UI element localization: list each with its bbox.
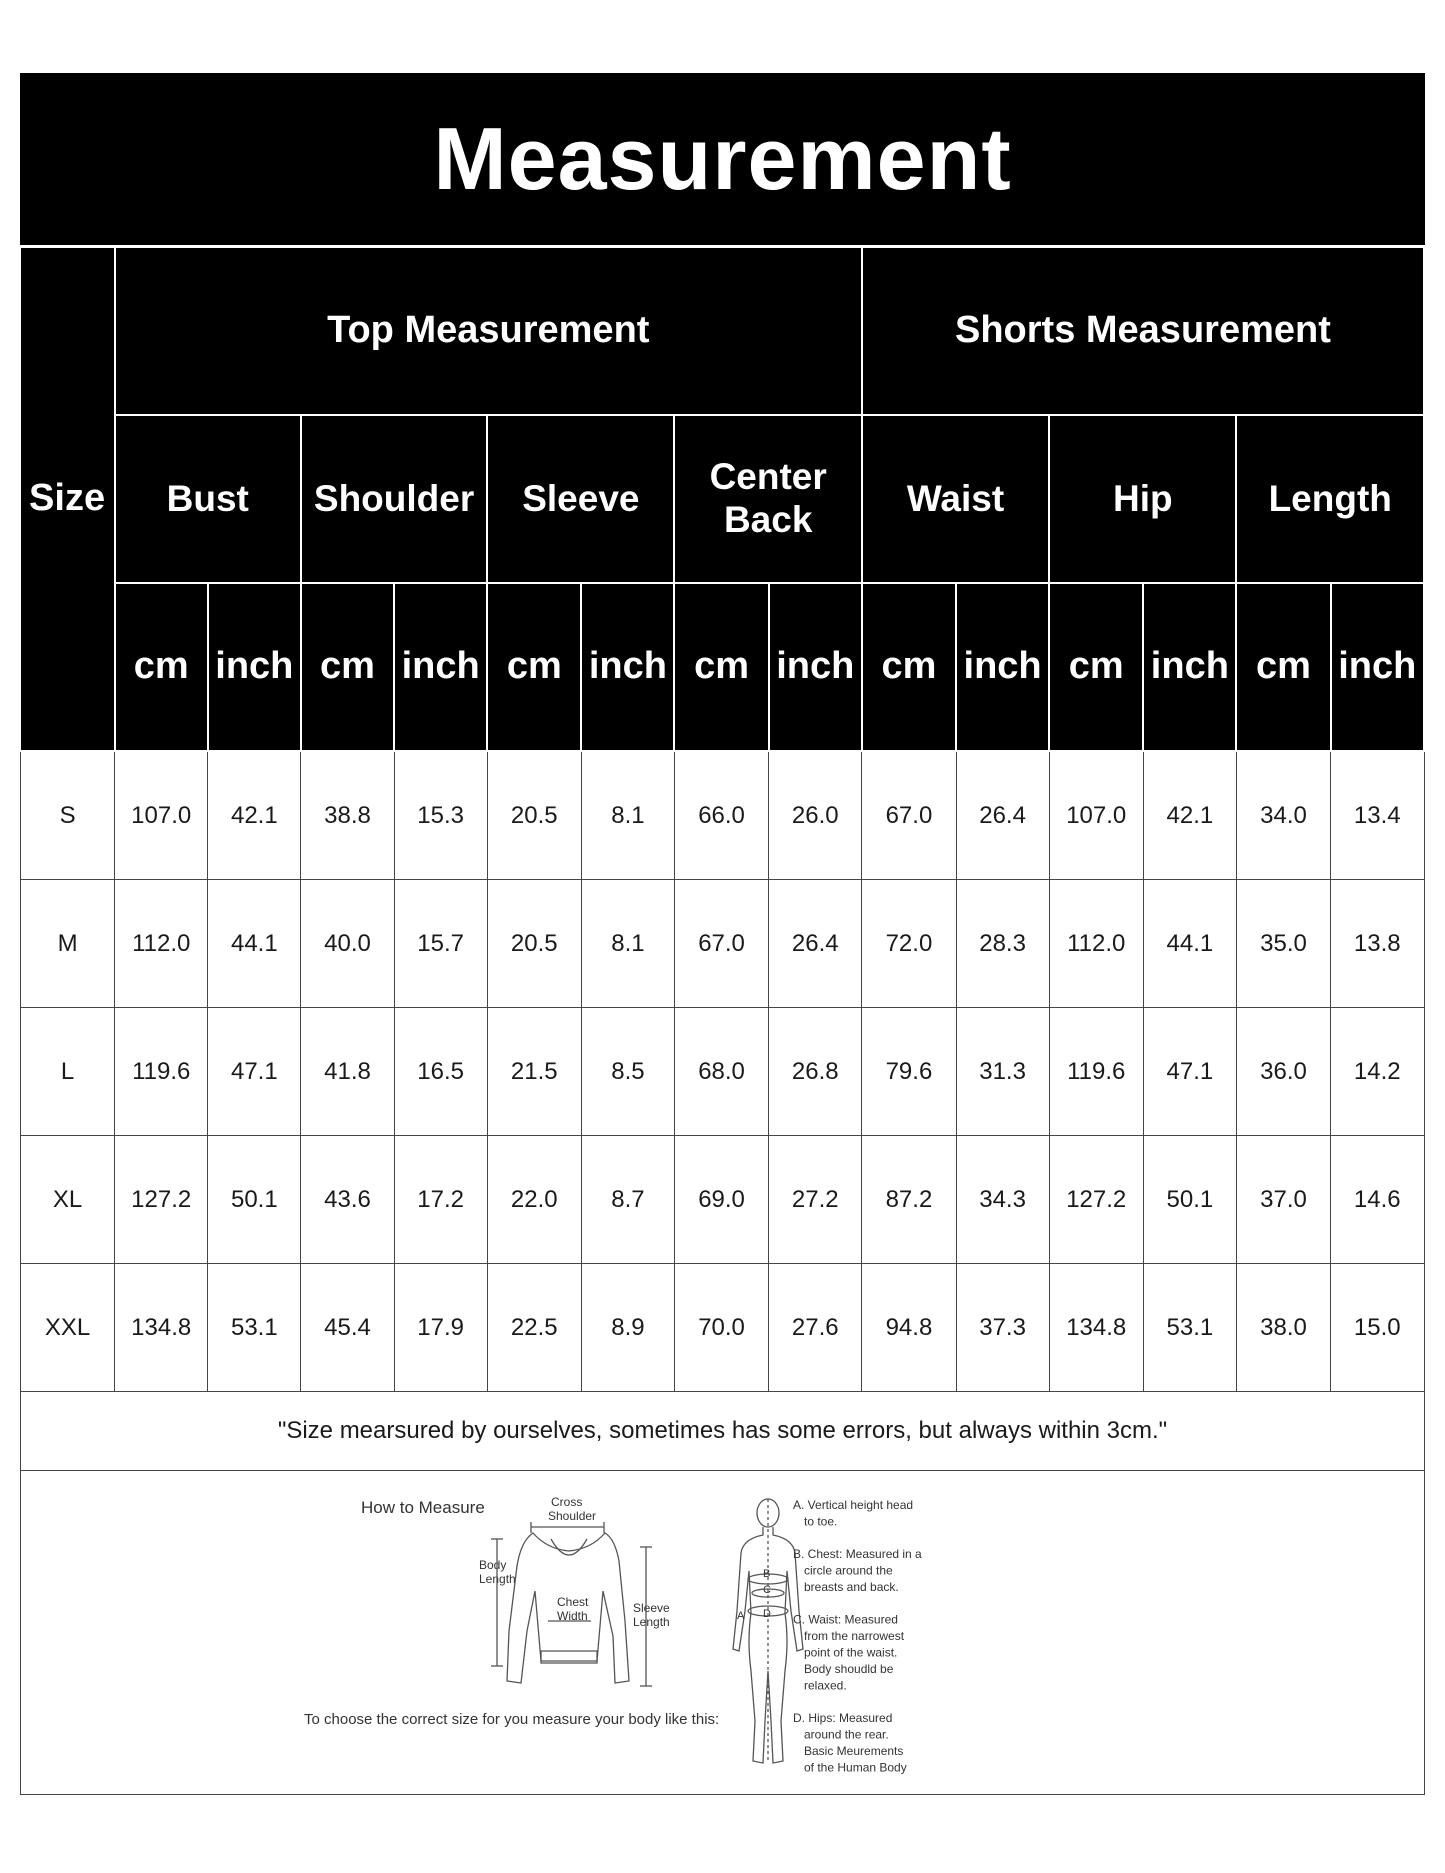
value-cell: 112.0 — [115, 880, 208, 1008]
unit-header-cm: cm — [1236, 583, 1330, 751]
value-cell: 37.0 — [1236, 1136, 1330, 1264]
value-cell: 50.1 — [208, 1136, 301, 1264]
table-row — [21, 1136, 1425, 1264]
how-to-measure-guide — [20, 1471, 1425, 1795]
value-cell: 8.1 — [581, 751, 674, 880]
value-cell: 70.0 — [674, 1264, 768, 1392]
unit-header-cm: cm — [674, 583, 768, 751]
value-cell: 127.2 — [115, 1136, 208, 1264]
value-cell: 8.9 — [581, 1264, 674, 1392]
value-cell: 21.5 — [487, 1008, 581, 1136]
body-note-line: C. Waist: Measured — [793, 1612, 898, 1627]
metric-header-hip: Hip — [1049, 415, 1236, 583]
value-cell: 15.3 — [394, 751, 487, 880]
unit-header-inch: inch — [208, 583, 301, 751]
size-cell: XL — [21, 1136, 115, 1264]
value-cell: 134.8 — [1049, 1264, 1143, 1392]
body-measure-notes — [793, 1498, 922, 1775]
table-row — [21, 1264, 1425, 1392]
metric-header-waist: Waist — [862, 415, 1049, 583]
size-cell: L — [21, 1008, 115, 1136]
value-cell: 36.0 — [1236, 1008, 1330, 1136]
size-cell: S — [21, 751, 115, 880]
value-cell: 13.8 — [1331, 880, 1424, 1008]
value-cell: 107.0 — [1049, 751, 1143, 880]
body-note-line: A. Vertical height head — [793, 1498, 914, 1512]
body-length-label-line2: Length — [479, 1572, 516, 1586]
body-note-line: Body shoudld be — [804, 1662, 894, 1676]
body-note-line: circle around the — [804, 1563, 893, 1578]
value-cell: 26.0 — [769, 751, 862, 880]
value-cell: 44.1 — [208, 880, 301, 1008]
value-cell: 20.5 — [487, 880, 581, 1008]
chest-width-label-line2: Width — [557, 1609, 588, 1623]
value-cell: 107.0 — [115, 751, 208, 880]
value-cell: 14.2 — [1331, 1008, 1424, 1136]
value-cell: 67.0 — [674, 880, 768, 1008]
figure-letter-a: A — [737, 1610, 745, 1622]
figure-letter-b: B — [763, 1568, 771, 1580]
table-row — [21, 880, 1425, 1008]
value-cell: 66.0 — [674, 751, 768, 880]
value-cell: 47.1 — [208, 1008, 301, 1136]
figure-letter-c: C — [763, 1584, 771, 1596]
metric-header-bust: Bust — [115, 415, 301, 583]
unit-header-inch: inch — [956, 583, 1049, 751]
value-cell: 44.1 — [1143, 880, 1236, 1008]
value-cell: 53.1 — [1143, 1264, 1236, 1392]
body-note-line: B. Chest: Measured in a — [793, 1547, 922, 1561]
value-cell: 45.4 — [301, 1264, 394, 1392]
sleeve-length-label-line1: Sleeve — [633, 1601, 670, 1615]
value-cell: 42.1 — [1143, 751, 1236, 880]
unit-header-inch: inch — [1143, 583, 1236, 751]
value-cell: 53.1 — [208, 1264, 301, 1392]
cross-shoulder-label-line1: Cross — [551, 1495, 583, 1509]
body-note-line: from the narrowest — [804, 1629, 905, 1643]
value-cell: 8.1 — [581, 880, 674, 1008]
value-cell: 134.8 — [115, 1264, 208, 1392]
value-cell: 27.2 — [769, 1136, 862, 1264]
body-note-line: around the rear. — [804, 1727, 889, 1742]
chest-width-label-line1: Chest — [557, 1595, 589, 1609]
value-cell: 47.1 — [1143, 1008, 1236, 1136]
value-cell: 8.7 — [581, 1136, 674, 1264]
value-cell: 41.8 — [301, 1008, 394, 1136]
value-cell: 67.0 — [862, 751, 956, 880]
value-cell: 34.3 — [956, 1136, 1049, 1264]
metric-header-shoulder: Shoulder — [301, 415, 487, 583]
guide-heading: How to Measure — [361, 1498, 485, 1517]
body-note-line: Basic Meurements — [804, 1744, 904, 1758]
value-cell: 27.6 — [769, 1264, 862, 1392]
page-title: Measurement — [433, 109, 1012, 208]
body-note-line: relaxed. — [804, 1678, 847, 1693]
value-cell: 50.1 — [1143, 1136, 1236, 1264]
cross-shoulder-label-line2: Shoulder — [548, 1509, 597, 1523]
measurement-table — [20, 245, 1425, 1392]
value-cell: 13.4 — [1331, 751, 1424, 880]
size-cell: M — [21, 880, 115, 1008]
unit-header-cm: cm — [301, 583, 394, 751]
unit-header-inch: inch — [394, 583, 487, 751]
value-cell: 15.0 — [1331, 1264, 1424, 1392]
measurement-note: "Size mearsured by ourselves, sometimes has some errors, but always within 3cm." — [20, 1392, 1425, 1471]
value-cell: 69.0 — [674, 1136, 768, 1264]
top-measurement-header: Top Measurement — [115, 247, 862, 416]
table-row — [21, 1008, 1425, 1136]
unit-header-inch: inch — [769, 583, 862, 751]
table-row — [21, 751, 1425, 880]
unit-header-inch: inch — [581, 583, 674, 751]
value-cell: 38.8 — [301, 751, 394, 880]
value-cell: 127.2 — [1049, 1136, 1143, 1264]
value-cell: 72.0 — [862, 880, 956, 1008]
body-note-line: breasts and back. — [804, 1580, 899, 1594]
value-cell: 26.4 — [956, 751, 1049, 880]
value-cell: 26.4 — [769, 880, 862, 1008]
sleeve-length-label-line2: Length — [633, 1615, 670, 1629]
unit-header-cm: cm — [862, 583, 956, 751]
unit-header-cm: cm — [1049, 583, 1143, 751]
value-cell: 37.3 — [956, 1264, 1049, 1392]
value-cell: 38.0 — [1236, 1264, 1330, 1392]
value-cell: 28.3 — [956, 880, 1049, 1008]
value-cell: 68.0 — [674, 1008, 768, 1136]
unit-header-cm: cm — [115, 583, 208, 751]
value-cell: 8.5 — [581, 1008, 674, 1136]
metric-header-center-back: Center Back — [674, 415, 861, 583]
value-cell: 22.5 — [487, 1264, 581, 1392]
body-length-label-line1: Body — [479, 1558, 507, 1572]
value-cell: 40.0 — [301, 880, 394, 1008]
size-column-header: Size — [21, 247, 115, 752]
value-cell: 94.8 — [862, 1264, 956, 1392]
size-chart-sheet — [20, 73, 1425, 1795]
value-cell: 17.9 — [394, 1264, 487, 1392]
value-cell: 17.2 — [394, 1136, 487, 1264]
value-cell: 112.0 — [1049, 880, 1143, 1008]
unit-header-cm: cm — [487, 583, 581, 751]
value-cell: 14.6 — [1331, 1136, 1424, 1264]
value-cell: 16.5 — [394, 1008, 487, 1136]
body-note-line: D. Hips: Measured — [793, 1711, 893, 1725]
value-cell: 87.2 — [862, 1136, 956, 1264]
value-cell: 26.8 — [769, 1008, 862, 1136]
unit-header-inch: inch — [1331, 583, 1424, 751]
body-note-line: point of the waist. — [804, 1645, 898, 1660]
value-cell: 31.3 — [956, 1008, 1049, 1136]
value-cell: 43.6 — [301, 1136, 394, 1264]
value-cell: 22.0 — [487, 1136, 581, 1264]
metric-header-sleeve: Sleeve — [487, 415, 674, 583]
shorts-measurement-header: Shorts Measurement — [862, 247, 1424, 416]
body-note-line: of the Human Body — [804, 1760, 907, 1775]
value-cell: 119.6 — [1049, 1008, 1143, 1136]
value-cell: 35.0 — [1236, 880, 1330, 1008]
value-cell: 42.1 — [208, 751, 301, 880]
value-cell: 15.7 — [394, 880, 487, 1008]
metric-header-length: Length — [1236, 415, 1424, 583]
guide-instruction: To choose the correct size for you measure your body like this: — [304, 1711, 720, 1728]
title-bar — [20, 73, 1425, 245]
figure-letter-d: D — [763, 1608, 771, 1620]
size-cell: XXL — [21, 1264, 115, 1392]
value-cell: 119.6 — [115, 1008, 208, 1136]
body-note-line: to toe. — [804, 1514, 838, 1529]
value-cell: 20.5 — [487, 751, 581, 880]
value-cell: 34.0 — [1236, 751, 1330, 880]
value-cell: 79.6 — [862, 1008, 956, 1136]
